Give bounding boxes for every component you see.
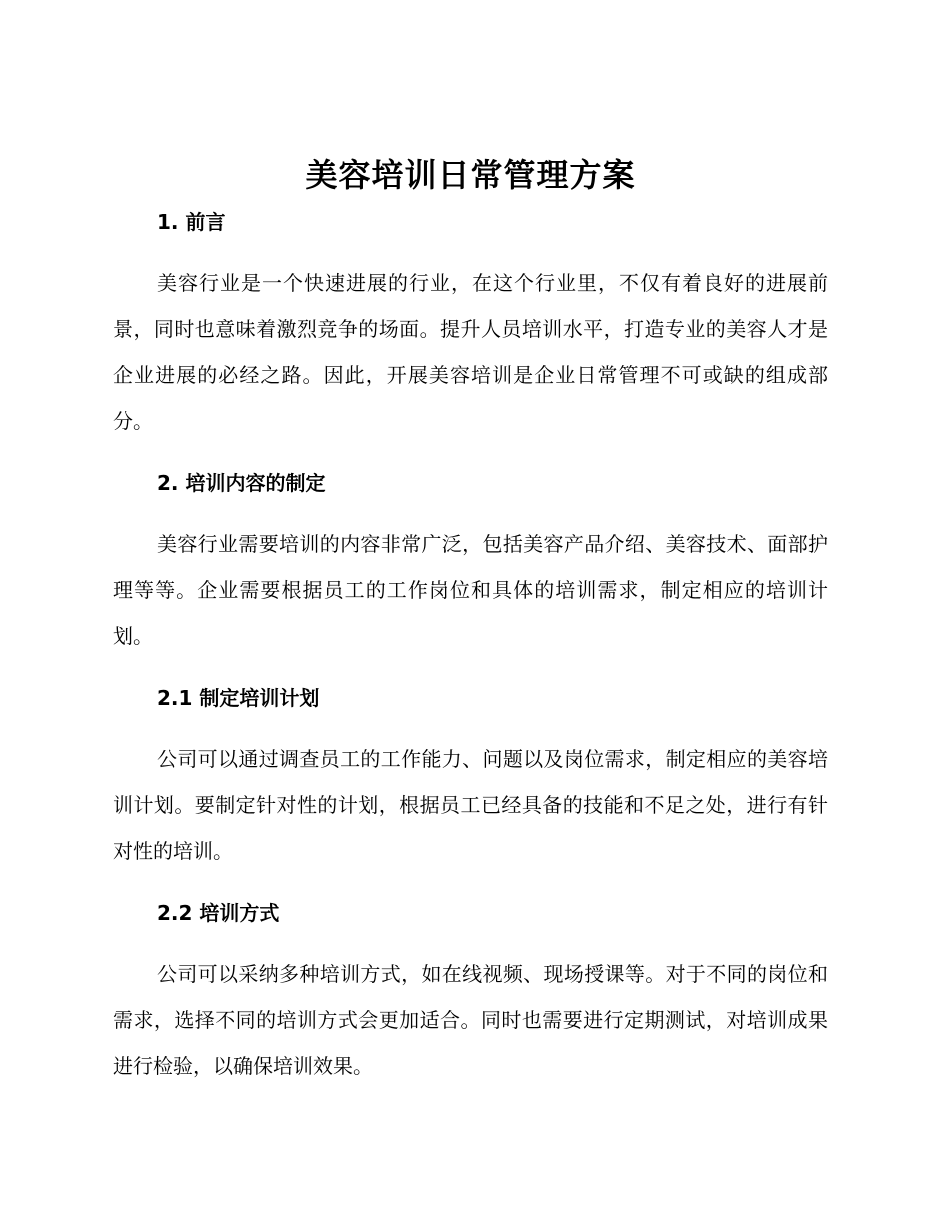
- document-title: 美容培训日常管理方案: [305, 156, 636, 194]
- section-heading-preface: 1. 前言: [157, 210, 226, 234]
- section-paragraph-training-plan: 公司可以通过调查员工的工作能力、问题以及岗位需求，制定相应的美容培训计划。要制定针对性的计划，根据员工已经具备的技能和不足之处，进行有针对性的培训。: [113, 747, 828, 863]
- section-heading-training-plan: 2.1 制定培训计划: [157, 686, 320, 710]
- section-paragraph-training-content: 美容行业需要培训的内容非常广泛，包括美容产品介绍、美容技术、面部护理等等。企业需要根据员工的工作岗位和具体的培训需求，制定相应的培训计划。: [113, 532, 828, 648]
- section-paragraph-preface: 美容行业是一个快速进展的行业，在这个行业里，不仅有着良好的进展前景，同时也意味着激烈竞争的场面。提升人员培训水平，打造专业的美容人才是企业进展的必经之路。因此，开展美容培训是企业日常管理不可或缺的组成部分。: [113, 271, 828, 433]
- section-heading-training-methods: 2.2 培训方式: [157, 901, 280, 925]
- section-paragraph-training-methods: 公司可以采纳多种培训方式，如在线视频、现场授课等。对于不同的岗位和需求，选择不同的培训方式会更加适合。同时也需要进行定期测试，对培训成果进行检验，以确保培训效果。: [113, 962, 828, 1078]
- section-heading-training-content: 2. 培训内容的制定: [157, 471, 326, 495]
